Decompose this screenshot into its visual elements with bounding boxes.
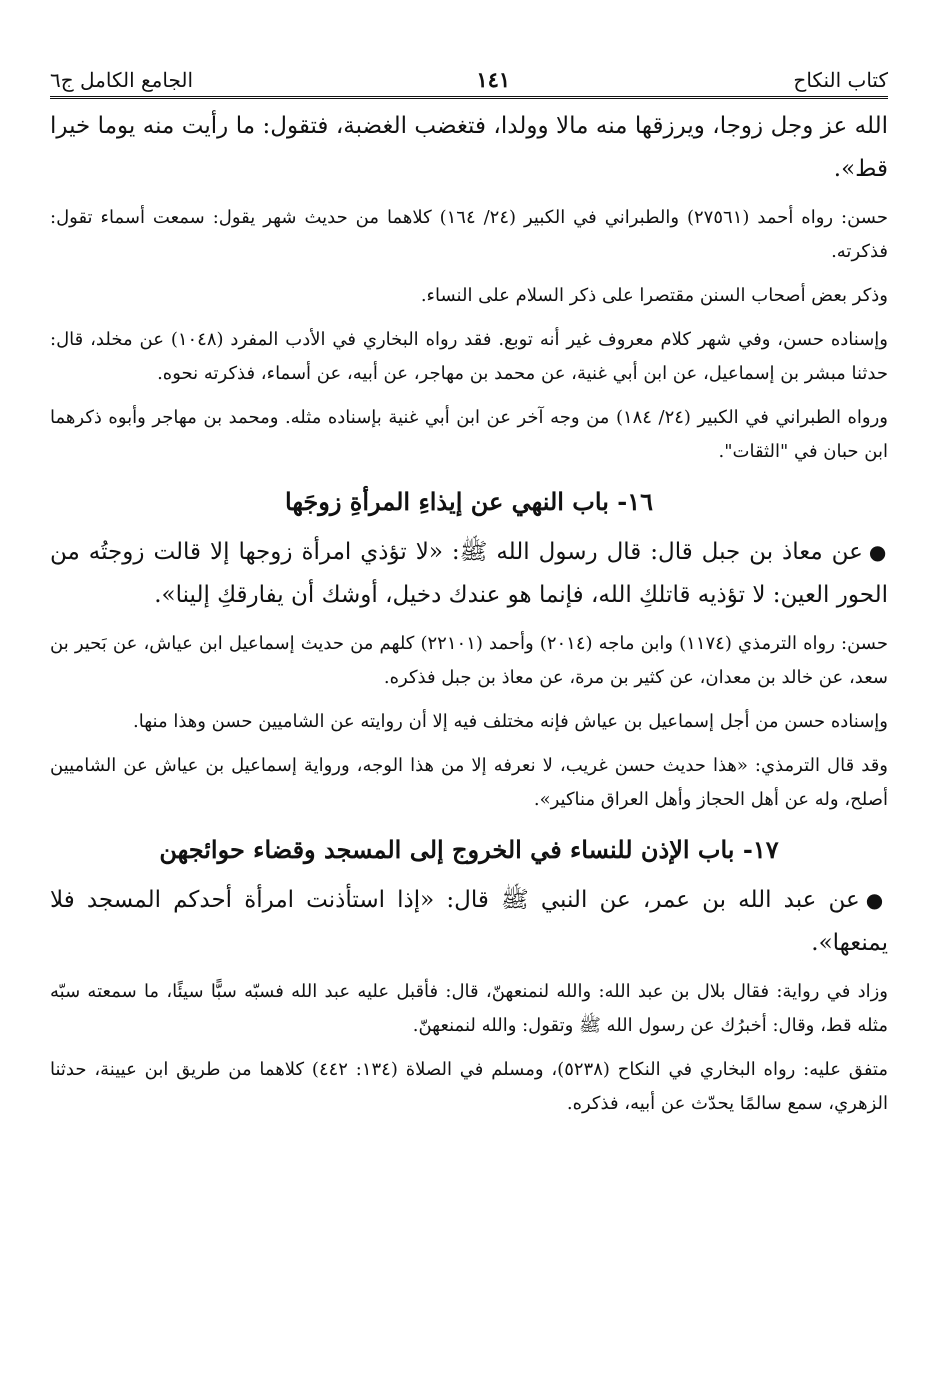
takhrij-note: وإسناده حسن، وفي شهر كلام معروف غير أنه توبع. فقد رواه البخاري في الأدب المفرد (١٠٤٨) عن مخلد، قال: حدثنا مبشر بن إسماعيل، عن ابن أبي غنية، عن محمد بن مهاجر، عن أبيه، عن أسماء، فذكرته نحوه.	[50, 329, 888, 384]
hadith-text	[50, 879, 888, 965]
takhrij-note: ورواه الطبراني في الكبير (٢٤/ ١٨٤) من وجه آخر عن ابن أبي غنية بإسناده مثله. ومحمد بن مهاجر وأبوه ذكرهما ابن حبان في "الثقات".	[50, 407, 888, 462]
hadith-body: عن عبد الله بن عمر، عن النبي ﷺ قال: «إذا استأذنت امرأة أحدكم المسجد فلا يمنعها».	[50, 887, 888, 956]
hadith-body: عن معاذ بن جبل قال: قال رسول الله ﷺ: «لا تؤذي امرأة زوجها إلا قالت زوجتُه من الحور العين: لا تؤذيه قاتلكِ الله، فإنما هو عندك دخيل، أوشك أن يفارقكِ إلينا».	[50, 539, 888, 608]
takhrij-note: حسن: رواه أحمد (٢٧٥٦١) والطبراني في الكبير (٢٤/ ١٦٤) كلاهما من حديث شهر يقول: سمعت أسماء تقول: فذكرته.	[50, 207, 888, 262]
page-number: ١٤١	[476, 67, 511, 92]
hadith-text	[50, 531, 888, 617]
chapter-heading-17: ١٧- باب الإذن للنساء في الخروج إلى المسجد وقضاء حوائجهن	[159, 835, 779, 864]
hadith-text-continued: الله عز وجل زوجا، ويرزقها منه مالا وولدا، فتغضب الغضبة، فتقول: ما رأيت منه يوما خيرا قط».	[50, 113, 888, 182]
running-header	[50, 48, 888, 99]
takhrij-note: وزاد في رواية: فقال بلال بن عبد الله: والله لنمنعهنّ، قال: فأقبل عليه عبد الله فسبّه سبًّا سيئًا، ما سمعته سبّه مثله قط، وقال: أخبرُك عن رسول الله ﷺ وتقول: والله لنمنعهنّ.	[50, 981, 889, 1036]
chapter-title: كتاب النكاح	[793, 68, 888, 92]
takhrij-note: وذكر بعض أصحاب السنن مقتصرا على ذكر السلام على النساء.	[420, 285, 888, 306]
takhrij-note: وإسناده حسن من أجل إسماعيل بن عياش فإنه مختلف فيه إلا أن روايته عن الشاميين حسن وهذا منها.	[133, 711, 888, 732]
takhrij-note: متفق عليه: رواه البخاري في النكاح (٥٢٣٨)، ومسلم في الصلاة (١٣٤: ٤٤٢) كلاهما من طريق ابن عيينة، حدثنا الزهري، سمع سالمًا يحدّث عن أبيه، فذكره.	[50, 1059, 888, 1114]
page-body	[50, 99, 888, 1121]
book-page	[50, 48, 888, 1131]
takhrij-note: وقد قال الترمذي: «هذا حديث حسن غريب، لا نعرفه إلا من هذا الوجه، ورواية إسماعيل بن عياش عن الشاميين أصلح، وله عن أهل الحجاز وأهل العراق مناكير».	[50, 755, 888, 810]
bullet-icon: ●	[868, 540, 888, 564]
book-title: الجامع الكامل ج٦	[50, 68, 194, 92]
chapter-heading-16: ١٦- باب النهي عن إيذاءِ المرأةِ زوجَها	[285, 487, 653, 516]
bullet-icon: ●	[865, 888, 889, 912]
takhrij-note: حسن: رواه الترمذي (١١٧٤) وابن ماجه (٢٠١٤) وأحمد (٢٢١٠١) كلهم من حديث إسماعيل ابن عياش، عن بَحير بن سعد، عن خالد بن معدان، عن كثير بن مرة، عن معاذ بن جبل فذكره.	[50, 633, 888, 688]
